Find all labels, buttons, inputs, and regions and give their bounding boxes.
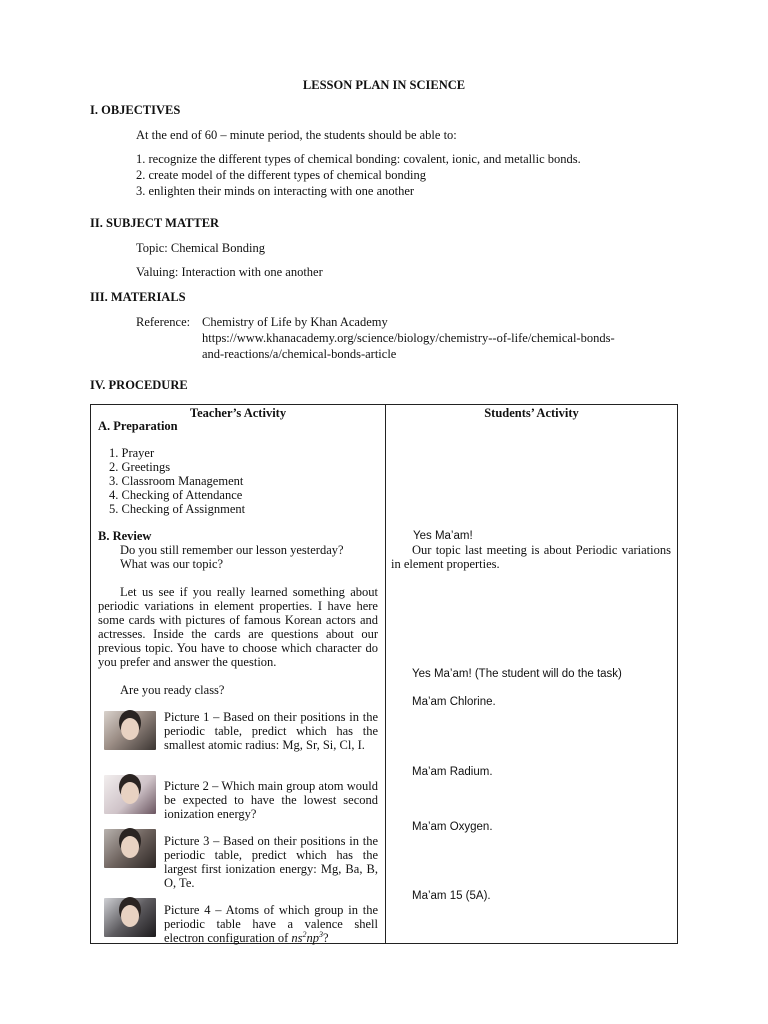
- review-heading: B. Review: [98, 529, 152, 543]
- reference-label: Reference:: [136, 315, 191, 329]
- config-ns-sup: 2: [302, 929, 307, 939]
- student-answer: Our topic last meeting is about Periodic variations in element properties.: [391, 543, 671, 571]
- student-answer: Ma’am Oxygen.: [412, 821, 493, 833]
- objective-item: 1. recognize the different types of chemical bonding: covalent, ionic, and metallic bonds.: [136, 152, 581, 166]
- review-question: What was our topic?: [120, 557, 224, 571]
- student-answer: Ma’am 15 (5A).: [412, 890, 491, 902]
- actor-photo: [104, 829, 156, 868]
- config-np-sup: 3: [319, 929, 324, 939]
- preparation-item: 2. Greetings: [109, 460, 171, 474]
- preparation-item: 5. Checking of Assignment: [109, 502, 246, 516]
- objectives-intro: At the end of 60 – minute period, the students should be able to:: [136, 128, 457, 142]
- student-answer: Yes Ma’am!: [413, 530, 473, 542]
- subject-valuing: Valuing: Interaction with one another: [136, 265, 323, 279]
- config-np: np: [306, 931, 320, 945]
- preparation-heading: A. Preparation: [98, 419, 178, 433]
- student-answer: Ma’am Chlorine.: [412, 696, 496, 708]
- objectives-heading: I. OBJECTIVES: [90, 103, 181, 117]
- review-paragraph: Let us see if you really learned something about periodic variations in element properties. I have here some cards with pictures of famous Korean actors and actresses. Inside the cards are questions about our previous topic. You have to choose which character do you prefer and answer the question.: [98, 585, 378, 669]
- config-ns: ns: [291, 931, 303, 945]
- subject-topic: Topic: Chemical Bonding: [136, 241, 265, 255]
- col-header-students: Students’ Activity: [484, 406, 579, 420]
- objective-item: 2. create model of the different types of chemical bonding: [136, 168, 426, 182]
- picture-question: Picture 2 – Which main group atom would be expected to have the lowest second ionization energy?: [164, 779, 378, 821]
- actress-photo: [104, 775, 156, 814]
- subject-matter-heading: II. SUBJECT MATTER: [90, 216, 220, 230]
- actress-photo: [104, 898, 156, 937]
- preparation-item: 4. Checking of Attendance: [109, 488, 243, 502]
- student-answer: Ma’am Radium.: [412, 766, 493, 778]
- page-title: LESSON PLAN IN SCIENCE: [302, 78, 466, 92]
- preparation-item: 1. Prayer: [109, 446, 155, 460]
- objective-item: 3. enlighten their minds on interacting with one another: [136, 184, 415, 198]
- picture-question: Picture 3 – Based on their positions in the periodic table, predict which has the largest first ionization energy: Mg, Ba, B, O, Te.: [164, 834, 378, 890]
- col-header-teacher: Teacher’s Activity: [189, 406, 287, 420]
- actor-photo: [104, 711, 156, 750]
- reference-url-continued[interactable]: and-reactions/a/chemical-bonds-article: [202, 347, 397, 361]
- reference-url[interactable]: https://www.khanacademy.org/science/biology/chemistry--of-life/chemical-bonds-: [202, 331, 615, 345]
- picture-question: [164, 903, 378, 945]
- review-question: Do you still remember our lesson yesterday?: [120, 543, 344, 557]
- config-end: ?: [323, 931, 329, 945]
- procedure-table: [90, 404, 678, 944]
- picture-question-text: Picture 4 – Atoms of which group in the periodic table have a valence shell electron configuration of: [164, 903, 378, 945]
- picture-question: Picture 1 – Based on their positions in the periodic table, predict which has the smallest atomic radius: Mg, Sr, Si, Cl, I.: [164, 710, 378, 752]
- materials-heading: III. MATERIALS: [90, 290, 186, 304]
- preparation-item: 3. Classroom Management: [109, 474, 244, 488]
- review-ready: Are you ready class?: [120, 683, 225, 697]
- reference-title: Chemistry of Life by Khan Academy: [202, 315, 388, 329]
- student-answer: Yes Ma’am! (The student will do the task): [412, 668, 622, 680]
- column-divider: [385, 405, 386, 943]
- procedure-heading: IV. PROCEDURE: [90, 378, 188, 392]
